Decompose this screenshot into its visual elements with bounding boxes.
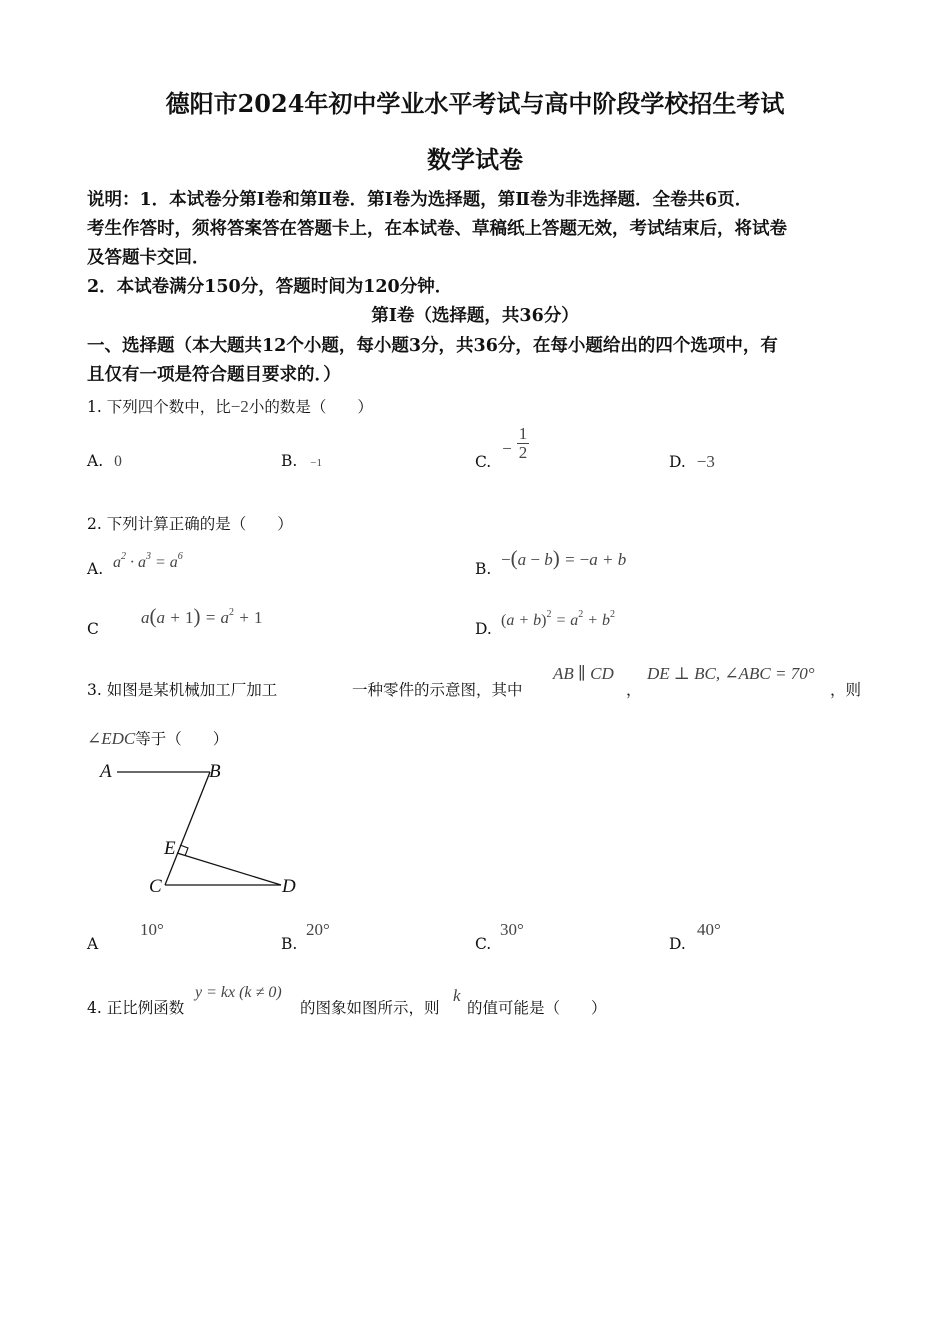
q3-option-a-label: A	[87, 935, 99, 953]
q3-option-c[interactable]	[475, 935, 491, 953]
q3-stem-math-2: DE ⊥ BC, ∠ABC = 70°	[647, 664, 815, 683]
q2-option-b-label: B.	[475, 560, 492, 578]
q2-option-c-label: C	[87, 620, 99, 638]
q2-option-b[interactable]	[475, 560, 491, 578]
q1-option-c-denominator: 2	[518, 443, 528, 462]
q2-option-b-expr: −(a − b) = −a + b	[501, 546, 627, 570]
q1-option-c-label: C.	[475, 453, 492, 471]
q2-option-a-expr: $a^2 \cdot a^3 = a^6$	[113, 551, 183, 571]
point-d-label: D	[282, 876, 296, 897]
q1-stem	[87, 395, 373, 417]
q2-stem: 2. 下列计算正确的是（ ）	[87, 515, 293, 533]
q4-stem-prefix: 4. 正比例函数	[87, 999, 185, 1017]
q4-stem-middle: 的图象如图所示，则	[300, 999, 440, 1017]
q3-option-d-label: D.	[669, 935, 686, 953]
segment-de	[177, 853, 281, 885]
q2-option-d-expr: $(a + b)^2 = a^2 + b^2$	[501, 609, 616, 629]
exam-subtitle: 数学试卷	[427, 145, 523, 174]
q1-option-b-label: B.	[281, 452, 298, 470]
q1-option-d[interactable]	[669, 452, 715, 472]
point-c-label: C	[149, 876, 162, 897]
q1-option-d-value: −3	[696, 452, 715, 471]
instruction-line-4: 2．本试卷满分150分，答题时间为120分钟．	[87, 277, 453, 297]
point-e-label: E	[164, 838, 176, 859]
q3-option-d[interactable]	[669, 935, 686, 953]
point-a-label: A	[100, 761, 112, 782]
instruction-line-3: 及答题卡交回．	[87, 248, 210, 268]
exam-title: 德阳市2024年初中学业水平考试与高中阶段学校招生考试	[165, 89, 785, 118]
q3-option-d-value: 40°	[697, 920, 721, 939]
q3-stem-math-1: AB ∥ CD	[553, 664, 614, 683]
q3-stem-prefix: 3. 如图是某机械加工厂加工	[87, 681, 278, 699]
instruction-line-1: 说明：1．本试卷分第Ⅰ卷和第Ⅱ卷．第Ⅰ卷为选择题，第Ⅱ卷为非选择题．全卷共6页．	[87, 190, 753, 210]
q1-option-d-label: D.	[669, 453, 686, 471]
instruction-line-2: 考生作答时，须将答案答在答题卡上，在本试卷、草稿纸上答题无效，考试结束后，将试卷	[87, 219, 787, 239]
q1-stem-math: −2	[230, 397, 249, 416]
q1-option-c-fraction	[517, 425, 530, 462]
q3-angle-edc: ∠EDC	[87, 729, 136, 748]
volume-heading: 第Ⅰ卷（选择题，共36分）	[371, 306, 579, 326]
q1-option-c-sign: −	[502, 439, 512, 458]
q3-stem-line-2	[87, 727, 228, 749]
q1-option-a-label: A.	[87, 452, 104, 470]
q3-option-b-label: B.	[281, 935, 298, 953]
q3-stem-middle: 一种零件的示意图，其中	[352, 681, 523, 699]
q3-option-c-label: C.	[475, 935, 492, 953]
q3-stem-comma: ，	[626, 681, 642, 699]
q1-option-c[interactable]	[475, 425, 529, 471]
q3-figure	[90, 755, 320, 905]
q2-option-d-label: D.	[475, 620, 492, 638]
point-b-label: B	[209, 761, 221, 782]
q1-option-b-value: −1	[310, 457, 322, 469]
q3-option-a[interactable]	[87, 935, 98, 953]
q3-option-a-value: 10°	[140, 920, 164, 939]
q1-stem-suffix: 小的数是（ ）	[248, 398, 373, 416]
q2-option-a-label: A.	[87, 560, 104, 578]
q1-option-c-numerator: 1	[518, 424, 528, 443]
q4-stem-math: y = kx (k ≠ 0)	[195, 984, 282, 1001]
q2-option-a[interactable]	[87, 560, 103, 578]
section-heading-line-2: 且仅有一项是符合题目要求的．）	[87, 365, 341, 385]
q3-option-b[interactable]	[281, 935, 297, 953]
q2-option-d[interactable]	[475, 620, 492, 638]
q3-option-c-value: 30°	[500, 920, 524, 939]
q3-stem-suffix: ，则	[830, 681, 862, 699]
q1-option-a[interactable]	[87, 452, 122, 471]
segment-bc	[165, 772, 210, 885]
q4-k-symbol: k	[453, 986, 461, 1005]
q3-stem-line-2-text: 等于（ ）	[135, 730, 229, 748]
q4-stem-suffix: 的值可能是（ ）	[467, 999, 607, 1017]
q3-option-b-value: 20°	[306, 920, 330, 939]
q2-option-c[interactable]	[87, 620, 99, 638]
q1-stem-prefix: 1. 下列四个数中，比	[87, 398, 231, 416]
section-heading-line-1: 一、选择题（本大题共12个小题，每小题3分，共36分，在每小题给出的四个选项中，有	[87, 336, 778, 356]
q1-option-b[interactable]	[281, 452, 322, 470]
q2-option-c-expr: $a(a + 1) = a^2 + 1$	[141, 604, 263, 628]
q1-option-a-value: 0	[114, 453, 122, 470]
